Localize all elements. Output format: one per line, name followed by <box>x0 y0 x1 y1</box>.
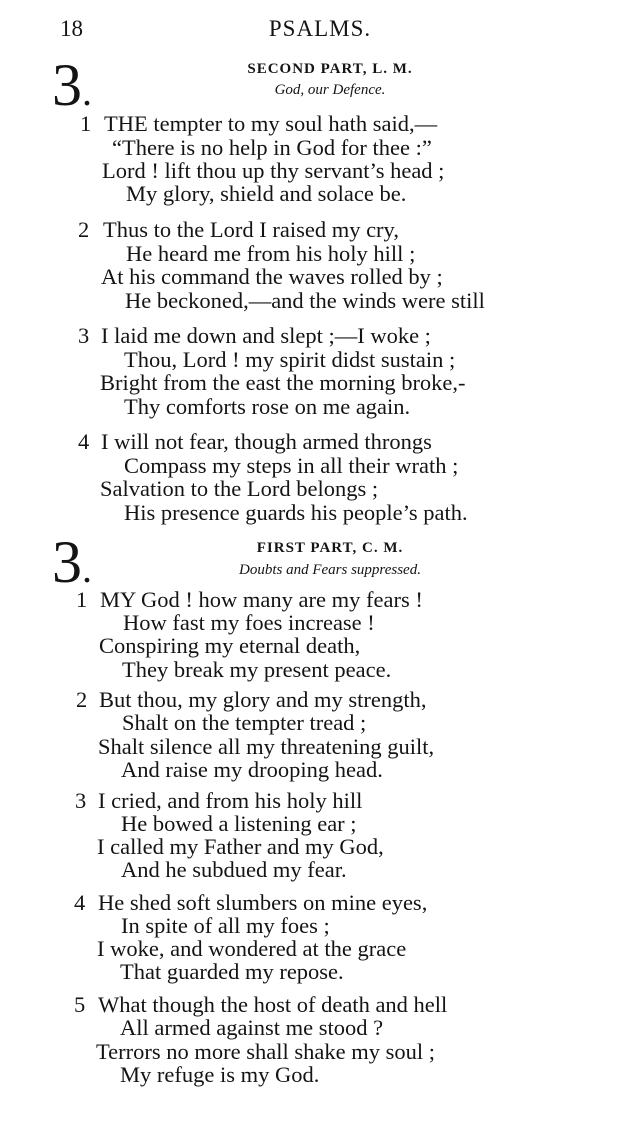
verse-line: I laid me down and slept ;—I woke ; <box>101 323 431 348</box>
verse-number: 2 <box>78 217 90 242</box>
verse-line: Thou, Lord ! my spirit didst sustain ; <box>124 347 456 372</box>
verse-line: Shalt silence all my threatening guilt, <box>98 734 435 759</box>
verse-line: Thy comforts rose on me again. <box>124 394 411 419</box>
verse-line: He bowed a listening ear ; <box>121 811 357 836</box>
verse-line: “There is no help in God for thee :” <box>112 135 432 160</box>
verse-line: Conspiring my eternal death, <box>99 633 361 658</box>
hymn-number: 3. <box>52 52 92 118</box>
verse-line: How fast my foes increase ! <box>123 610 375 635</box>
verse-number: 4 <box>74 890 86 915</box>
verse-line: MY God ! how many are my fears ! <box>100 587 423 612</box>
verse-line: And he subdued my fear. <box>121 857 347 882</box>
verse-line: And raise my drooping head. <box>121 757 383 782</box>
verse-line: I woke, and wondered at the grace <box>97 936 407 961</box>
verse-line: I called my Father and my God, <box>97 834 384 859</box>
verse-line: I will not fear, though armed throngs <box>101 429 432 454</box>
verse-line: All armed against me stood ? <box>120 1015 384 1040</box>
running-head: PSALMS. <box>268 16 372 41</box>
verse-line: Thus to the Lord I raised my cry, <box>103 217 399 242</box>
verse-line: Shalt on the tempter tread ; <box>122 710 367 735</box>
verse-line: He heard me from his holy hill ; <box>126 241 416 266</box>
verse-number: 1 <box>80 111 92 136</box>
part-title: FIRST PART, C. M. <box>256 540 404 556</box>
hymn-subtitle: Doubts and Fears suppressed. <box>239 562 421 578</box>
verse-line: He shed soft slumbers on mine eyes, <box>98 890 428 915</box>
verse-line: My glory, shield and solace be. <box>126 181 407 206</box>
page-number: 18 <box>60 16 83 41</box>
verse-line: What though the host of death and hell <box>98 992 448 1017</box>
verse-line: In spite of all my foes ; <box>121 913 330 938</box>
verse-line: THE tempter to my soul hath said,— <box>104 111 438 136</box>
hymn-subtitle: God, our Defence. <box>274 82 386 98</box>
verse-line: But thou, my glory and my strength, <box>99 687 427 712</box>
verse-number: 3 <box>78 323 90 348</box>
verse-line: At his command the waves rolled by ; <box>101 264 443 289</box>
verse-line: Salvation to the Lord belongs ; <box>100 476 379 501</box>
verse-line: Bright from the east the morning broke,- <box>100 370 466 395</box>
verse-number: 1 <box>76 587 88 612</box>
verse-line: He beckoned,—and the winds were still <box>125 288 485 313</box>
verse-line: Terrors no more shall shake my soul ; <box>96 1039 435 1064</box>
verse-number: 4 <box>78 429 90 454</box>
verse-line: They break my present peace. <box>122 657 392 682</box>
verse-number: 5 <box>74 992 86 1017</box>
verse-number: 2 <box>76 687 88 712</box>
verse-line: Compass my steps in all their wrath ; <box>124 453 459 478</box>
verse-line: His presence guards his people’s path. <box>124 500 468 525</box>
part-title: SECOND PART, L. M. <box>247 61 413 77</box>
verse-line: I cried, and from his holy hill <box>98 788 363 813</box>
hymn-number: 3. <box>52 529 92 595</box>
verse-line: That guarded my repose. <box>120 959 344 984</box>
verse-line: My refuge is my God. <box>120 1062 320 1087</box>
verse-number: 3 <box>75 788 87 813</box>
verse-line: Lord ! lift thou up thy servant’s head ; <box>102 158 445 183</box>
